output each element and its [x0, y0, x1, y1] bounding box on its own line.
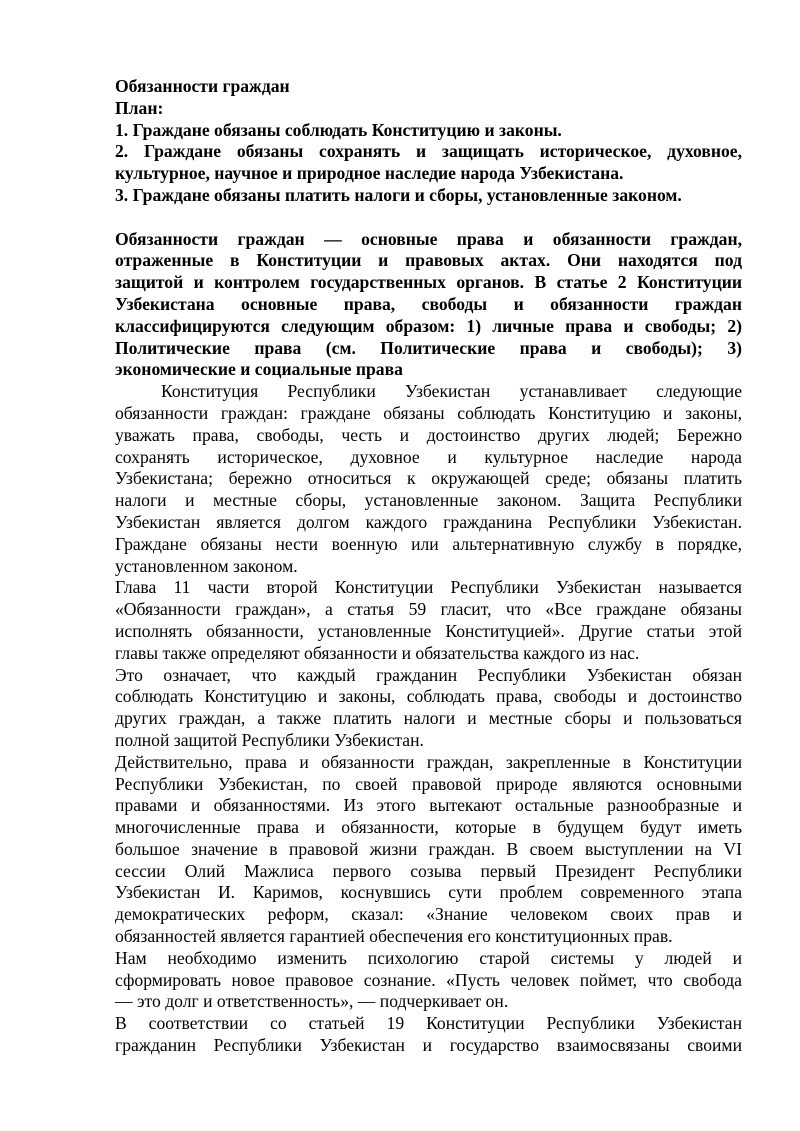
body-line: гражданин Республики Узбекистан и государство взаимосвязаны своими [115, 1035, 742, 1056]
document-page [115, 76, 742, 1057]
plan-item-2-line-1: 2. Граждане обязаны сохранять и защищать историческое, духовное, [115, 141, 742, 162]
body-line: соблюдать Конституцию и законы, соблюдать права, свободы и достоинство [115, 686, 742, 707]
blank-line [115, 207, 742, 229]
body-line: большое значение в правовой жизни граждан. В своем выступлении на VI [115, 838, 742, 859]
body-line: обязанности граждан: граждане обязаны соблюдать Конституцию и законы, [115, 402, 742, 423]
document-title: Обязанности граждан [115, 76, 290, 96]
paragraph-meaning [115, 665, 742, 752]
body-line: полной защитой Республики Узбекистан. [115, 729, 424, 750]
body-line: обязанностей является гарантией обеспечения его конституционных прав. [115, 926, 673, 947]
body-line: сформировать новое правовое сознание. «Пусть человек поймет, что свобода [115, 969, 742, 990]
intro-line: отраженные в Конституции и правовых актах. Они находятся под [115, 250, 742, 271]
intro-line: Политические права (см. Политические права и свободы); 3) [115, 337, 742, 358]
body-line: Конституция Республики Узбекистан устанавливает следующие [161, 381, 742, 402]
body-line: многочисленные права и обязанности, которые в будущем будут иметь [115, 817, 742, 838]
paragraph-chapter-11 [115, 577, 742, 664]
body-line: уважать права, свободы, честь и достоинство других людей; Бережно [115, 424, 742, 445]
body-line: установленном законом. [115, 555, 298, 576]
body-line: «Обязанности граждан», а статья 59 гласит, что «Все граждане обязаны [115, 599, 742, 620]
body-line: Узбекистана; бережно относиться к окружающей среде; обязаны платить [115, 468, 742, 489]
intro-line: защитой и контролем государственных органов. В статье 2 Конституции [115, 272, 742, 293]
paragraph-obligations [115, 381, 742, 577]
body-line: исполнять обязанности, установленные Конституцией». Другие статьи этой [115, 620, 742, 641]
body-line: Глава 11 части второй Конституции Республики Узбекистан называется [115, 577, 742, 598]
body-line: — это долг и ответственность», — подчеркивает он. [115, 991, 509, 1012]
paragraph-psychology [115, 948, 742, 1013]
body-line: Республики Узбекистан, по своей правовой природе являются основными [115, 773, 742, 794]
body-line: правами и обязанностями. Из этого вытекают остальные разнообразные и [115, 795, 742, 816]
body-line: налоги и местные сборы, установленные законом. Защита Республики [115, 490, 742, 511]
body-line: Узбекистан является долгом каждого гражданина Республики Узбекистан. [115, 511, 742, 532]
body-line: главы также определяют обязанности и обязательства каждого из нас. [115, 642, 640, 663]
body-line: сохранять историческое, духовное и культурное наследие народа [115, 446, 742, 467]
intro-paragraph [115, 229, 742, 382]
body-line: Нам необходимо изменить психологию старой системы у людей и [115, 947, 742, 968]
plan-item-1: 1. Граждане обязаны соблюдать Конституцию и законы. [115, 119, 562, 140]
body-line: Действительно, права и обязанности граждан, закрепленные в Конституции [115, 751, 742, 772]
paragraph-karimov [115, 752, 742, 948]
plan-item-2-line-2: культурное, научное и природное наследие народа Узбекистана. [115, 163, 624, 184]
plan-label: План: [115, 97, 164, 118]
body-line: сессии Олий Мажлиса первого созыва первый Президент Республики [115, 860, 742, 881]
paragraph-article-19 [115, 1013, 742, 1057]
body-line: демократических реформ, сказал: «Знание человеком своих прав и [115, 904, 742, 925]
intro-line: Обязанности граждан — основные права и обязанности граждан, [115, 228, 742, 249]
body-line: Это означает, что каждый гражданин Республики Узбекистан обязан [115, 664, 742, 685]
intro-line: классифицируются следующим образом: 1) личные права и свободы; 2) [115, 315, 742, 336]
body-line: Узбекистан И. Каримов, коснувшись сути проблем современного этапа [115, 882, 742, 903]
body-line: Граждане обязаны нести военную или альтернативную службу в порядке, [115, 533, 742, 554]
intro-line: экономические и социальные права [115, 359, 403, 380]
body-line: В соответствии со статьей 19 Конституции Республики Узбекистан [115, 1013, 742, 1034]
intro-line: Узбекистана основные права, свободы и обязанности граждан [115, 293, 742, 314]
body-line: других граждан, а также платить налоги и местные сборы и пользоваться [115, 708, 742, 729]
plan-item-3: 3. Граждане обязаны платить налоги и сборы, установленные законом. [115, 184, 682, 205]
